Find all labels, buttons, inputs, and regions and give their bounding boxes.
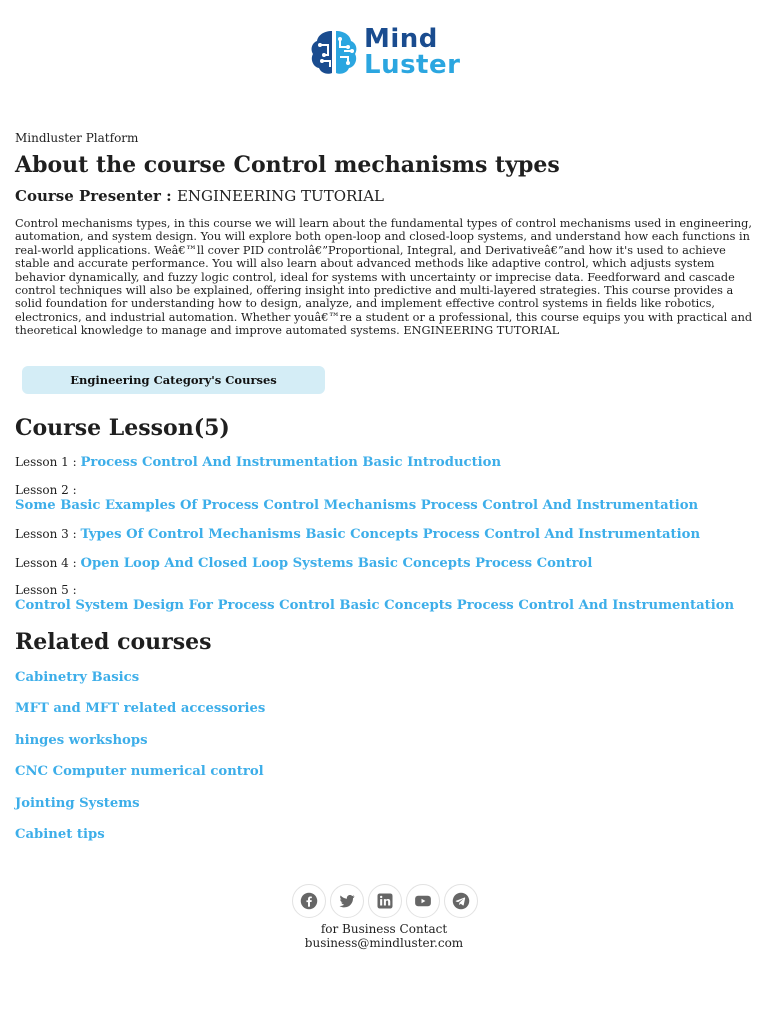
lesson-item xyxy=(15,583,755,613)
lesson-item xyxy=(15,455,755,470)
related-course-link[interactable]: Jointing Systems xyxy=(15,795,140,811)
lesson-link[interactable]: Types Of Control Mechanisms Basic Concepts Process Control And Instrumentation xyxy=(80,526,701,542)
lesson-label: Lesson 4 : xyxy=(15,555,81,570)
related-heading: Related courses xyxy=(15,628,212,655)
related-item xyxy=(15,825,755,843)
page-title: About the course Control mechanisms types xyxy=(15,152,560,178)
lesson-item xyxy=(15,556,755,571)
logo-word-mind: Mind xyxy=(364,24,438,54)
lesson-link[interactable]: Control System Design For Process Control Basic Concepts Process Control And Instrumentation xyxy=(15,597,735,613)
business-contact-label: for Business Contact xyxy=(320,922,448,936)
business-contact xyxy=(0,922,768,950)
lesson-link[interactable]: Open Loop And Closed Loop Systems Basic Concepts Process Control xyxy=(80,555,593,571)
presenter-name: ENGINEERING TUTORIAL xyxy=(176,187,385,205)
related-course-link[interactable]: Cabinetry Basics xyxy=(15,669,140,685)
lessons-heading: Course Lesson(5) xyxy=(15,414,230,441)
twitter-icon[interactable] xyxy=(330,884,364,918)
social-links xyxy=(292,884,478,918)
lesson-label: Lesson 5 : xyxy=(15,582,77,597)
lesson-link[interactable]: Process Control And Instrumentation Basic Introduction xyxy=(80,454,502,470)
brain-icon xyxy=(310,27,358,77)
related-course-link[interactable]: MFT and MFT related accessories xyxy=(15,701,266,717)
lesson-link[interactable]: Some Basic Examples Of Process Control Mechanisms Process Control And Instrumentation xyxy=(15,497,699,513)
related-course-link[interactable]: CNC Computer numerical control xyxy=(15,764,264,780)
logo-wordmark xyxy=(364,26,460,78)
telegram-icon[interactable] xyxy=(444,884,478,918)
course-description: Control mechanisms types, in this course we will learn about the fundamental types of control mechanisms used in engineering, automation, and system design. You will explore both open-loop and closed-loop systems, and understand how each functions in real-world applications. Weâ€™ll cover PID controlâ€”Proportional, Integral, and Derivativeâ€”and how it's used to achieve stable and accurate performance. You will also learn about advanced methods like adaptive control, which adjusts system behavior dynamically, and fuzzy logic control, ideal for systems with uncertainty or imprecise data. Feedforward and cascade control techniques will also be explained, offering insight into predictive and multi-layered strategies. This course provides a solid foundation for understanding how to design, analyze, and implement effective control systems in fields like robotics, electronics, and industrial automation. Whether youâ€™re a student or a professional, this course equips you with practical and theoretical knowledge to manage and improve automated systems. ENGINEERING TUTORIAL xyxy=(15,217,753,338)
related-item xyxy=(15,699,755,717)
mindluster-logo[interactable] xyxy=(310,26,460,78)
related-item xyxy=(15,762,755,780)
lesson-label: Lesson 2 : xyxy=(15,482,77,497)
related-item xyxy=(15,731,755,749)
related-item xyxy=(15,794,755,812)
main-content xyxy=(15,130,755,843)
category-courses-button[interactable]: Engineering Category's Courses xyxy=(22,366,325,394)
course-presenter xyxy=(15,186,755,206)
lesson-item xyxy=(15,527,755,542)
related-course-link[interactable]: hinges workshops xyxy=(15,732,148,748)
presenter-label: Course Presenter : xyxy=(15,187,177,205)
related-course-link[interactable]: Cabinet tips xyxy=(15,827,105,843)
linkedin-icon[interactable] xyxy=(368,884,402,918)
lesson-label: Lesson 1 : xyxy=(15,454,81,469)
business-email[interactable]: business@mindluster.com xyxy=(304,936,464,950)
related-item xyxy=(15,668,755,686)
lesson-item xyxy=(15,483,755,513)
facebook-icon[interactable] xyxy=(292,884,326,918)
platform-label: Mindluster Platform xyxy=(15,131,139,145)
youtube-icon[interactable] xyxy=(406,884,440,918)
logo-word-luster: Luster xyxy=(364,50,461,80)
lesson-label: Lesson 3 : xyxy=(15,526,81,541)
